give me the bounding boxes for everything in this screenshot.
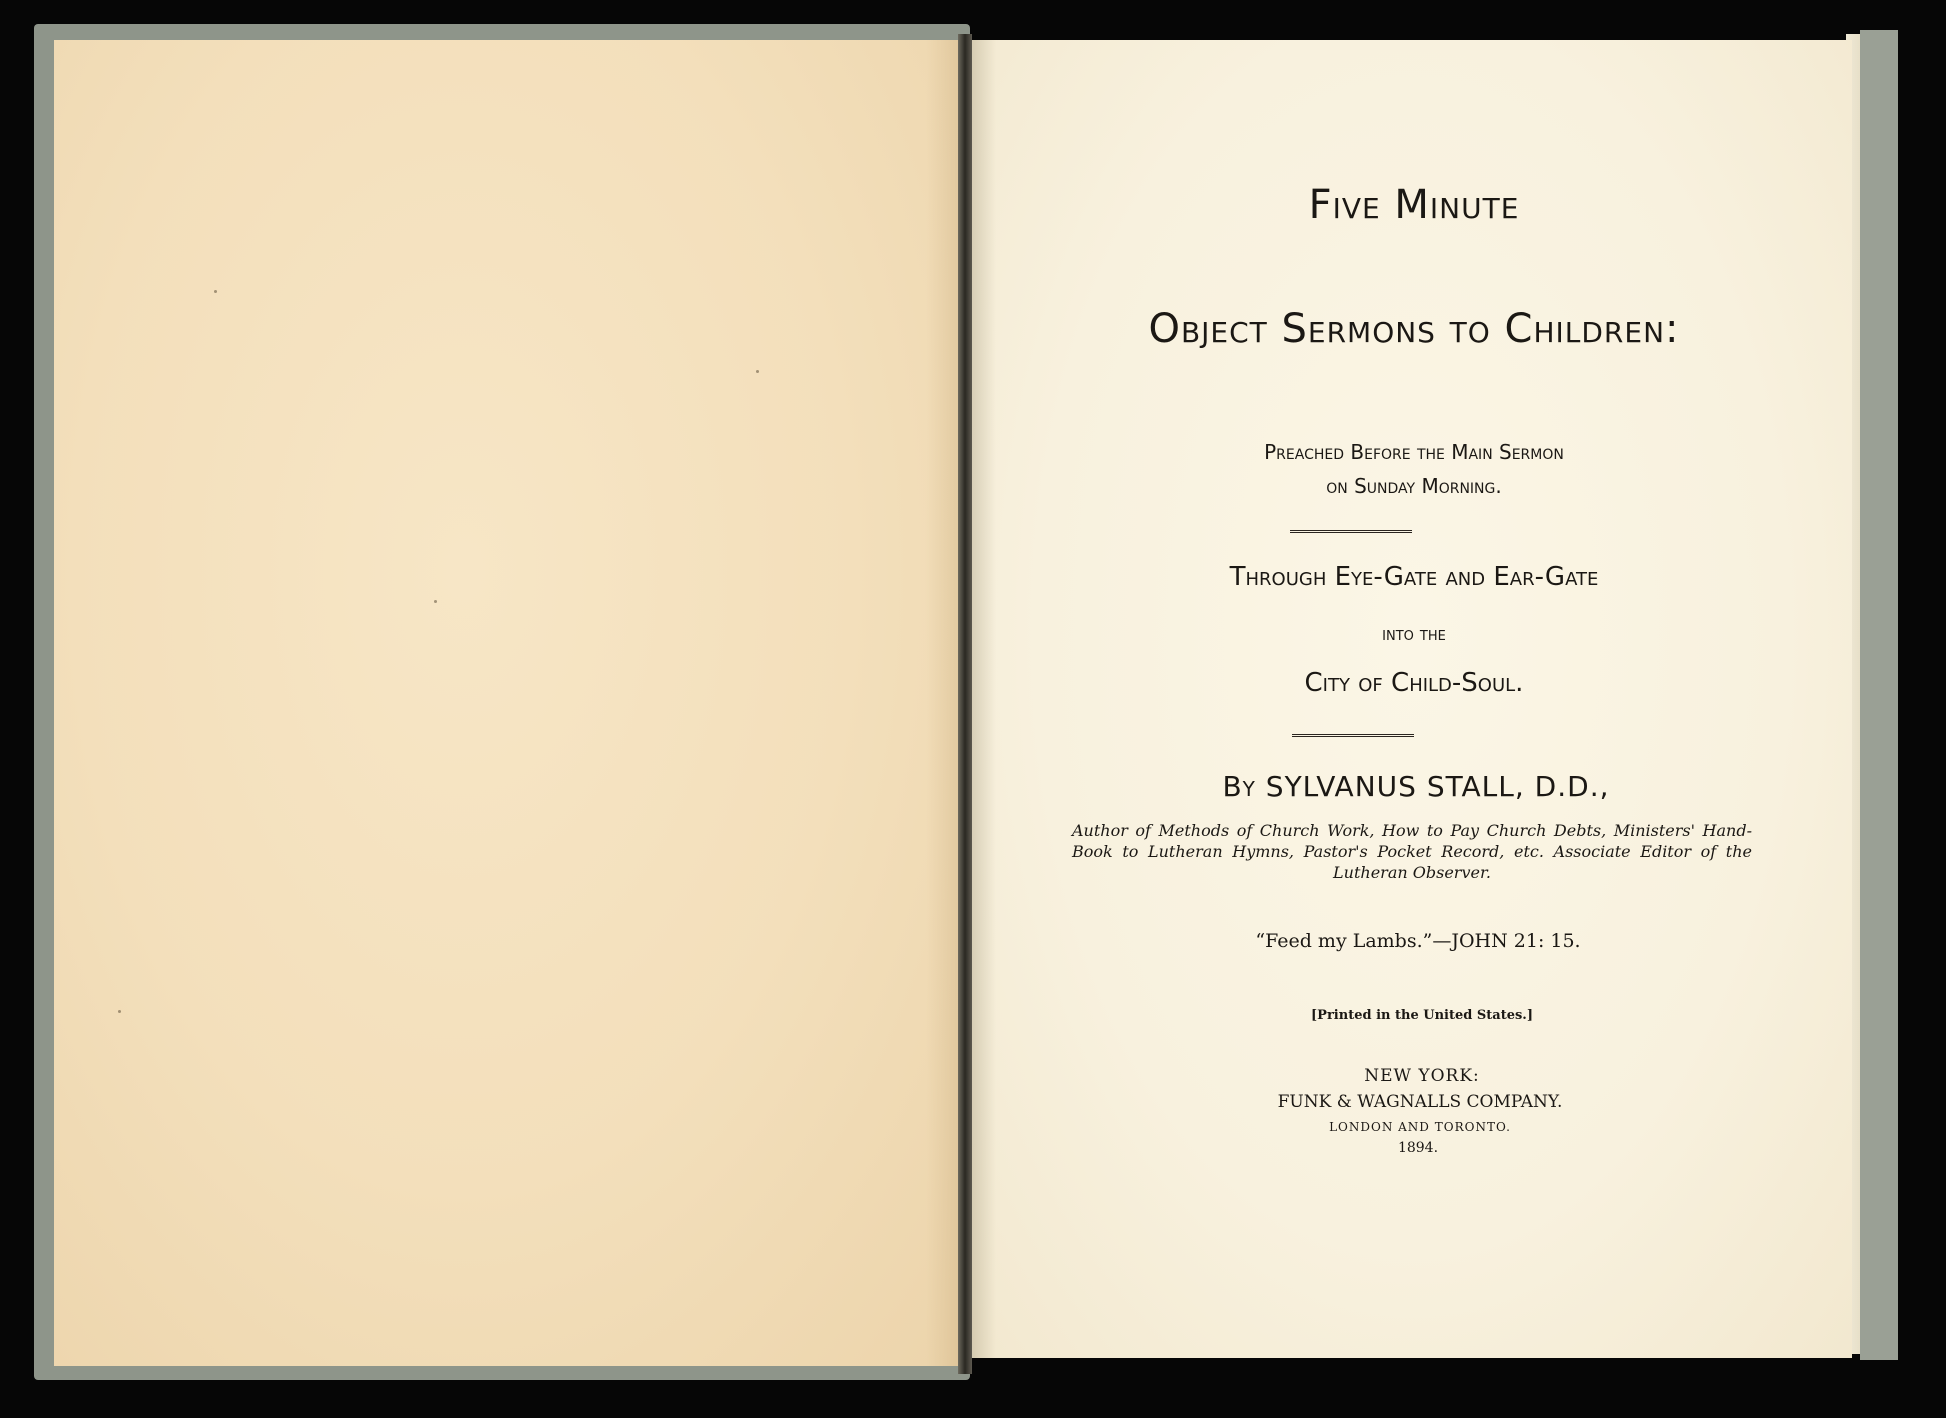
author-line: By SYLVANUS STALL, D.D.,: [1222, 770, 1610, 803]
subtitle-line-2: on Sunday Morning.: [1326, 474, 1502, 498]
ornamental-rule: [1290, 530, 1412, 533]
subtitle-line-1: Preached Before the Main Sermon: [1264, 440, 1564, 464]
motto-line-1: Through Eye-Gate and Ear-Gate: [1229, 562, 1599, 592]
book-gutter: [958, 34, 972, 1374]
motto-line-3: City of Child-Soul.: [1304, 668, 1524, 698]
publisher-branches: LONDON AND TORONTO.: [1329, 1120, 1511, 1134]
author-credits: Author of Methods of Church Work, How to Pay Church Debts, Ministers' Hand-Book to Lutheran Hymns, Pastor's Pocket Record, etc. Associate Editor of the Lutheran Observer.: [1072, 821, 1752, 882]
epigraph: “Feed my Lambs.”—JOHN 21: 15.: [1255, 930, 1581, 952]
paper-speck: [434, 600, 437, 603]
title-line-2: Object Sermons to Children:: [1148, 306, 1680, 352]
publication-year: 1894.: [1397, 1140, 1439, 1156]
title-page: [972, 40, 1852, 1358]
title-line-1: Five Minute: [1308, 182, 1520, 228]
paper-speck: [118, 1010, 121, 1013]
publisher-city: NEW YORK:: [1364, 1066, 1480, 1086]
ornamental-rule: [1292, 734, 1414, 737]
right-cover-board: [1860, 30, 1898, 1360]
paper-speck: [214, 290, 217, 293]
motto-line-2: into the: [1382, 623, 1446, 645]
printed-note: [Printed in the United States.]: [1311, 1008, 1533, 1023]
blank-left-page: [54, 40, 966, 1366]
paper-speck: [756, 370, 759, 373]
publisher-name: FUNK & WAGNALLS COMPANY.: [1277, 1092, 1563, 1112]
